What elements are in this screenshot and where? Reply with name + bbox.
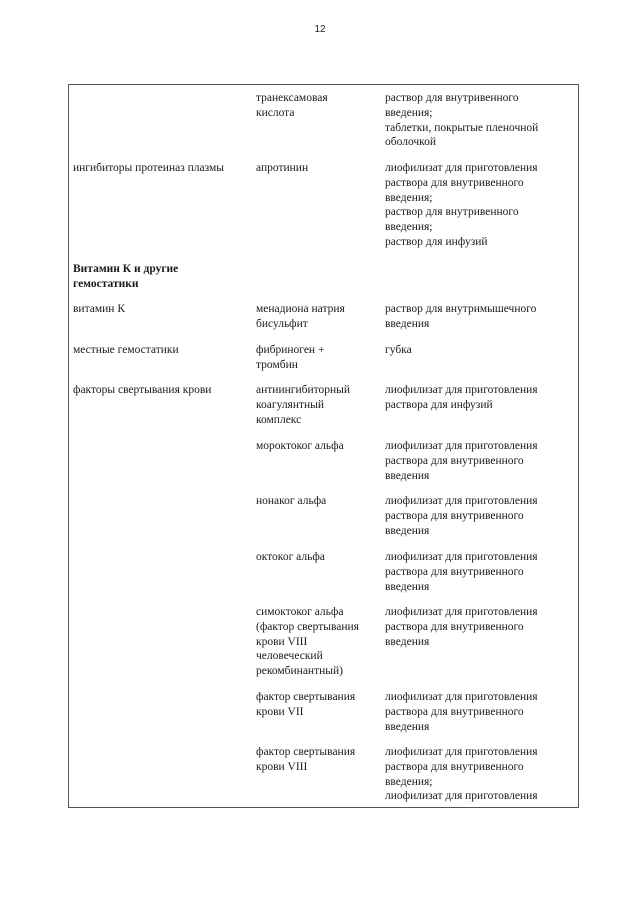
group-line: местные гемостатики (73, 344, 179, 356)
form-line: введения (385, 524, 430, 537)
heading-line: гемостатики (73, 277, 139, 290)
form-cell (385, 383, 575, 413)
form-cell (385, 91, 575, 150)
substance-cell (256, 690, 381, 720)
substance-cell (256, 383, 381, 427)
group-cell (73, 343, 253, 358)
form-line: лиофилизат для приготовления (385, 790, 538, 803)
substance-line: антиингибиторный (256, 384, 351, 396)
form-line: раствора для внутривенного (385, 509, 524, 522)
form-line: лиофилизат для приготовления (385, 384, 538, 396)
group-cell (73, 302, 253, 317)
substance-line: крови VIII (256, 635, 308, 648)
substance-line: симоктоког альфа (256, 606, 344, 618)
form-line: лиофилизат для приготовления (385, 440, 538, 452)
form-line: введения; (385, 221, 433, 234)
substance-line: кислота (256, 106, 295, 119)
group-cell (73, 383, 253, 398)
substance-line: человеческий (256, 650, 323, 663)
form-line: лиофилизат для приготовления (385, 162, 538, 174)
form-line: раствора для внутривенного (385, 620, 524, 633)
substance-line: рекомбинантный) (256, 665, 343, 678)
group-line: факторы свертывания крови (73, 384, 212, 396)
substance-line: комплекс (256, 413, 302, 426)
form-line: раствор для внутривенного (385, 206, 519, 219)
form-line: лиофилизат для приготовления (385, 495, 538, 507)
form-line: лиофилизат для приготовления (385, 746, 538, 758)
form-cell (385, 605, 575, 649)
substance-line: транексамовая (256, 92, 328, 104)
heading-line: Витамин К и другие (73, 263, 179, 275)
form-line: раствора для внутривенного (385, 454, 524, 467)
substance-line: бисульфит (256, 317, 308, 330)
form-cell (385, 302, 575, 332)
form-line: введения (385, 720, 430, 733)
form-line: раствора для инфузий (385, 398, 493, 411)
group-line: витамин К (73, 303, 125, 315)
substance-line: тромбин (256, 358, 298, 371)
substance-line: октоког альфа (256, 551, 325, 563)
form-line: введения (385, 469, 430, 482)
form-cell (385, 343, 575, 358)
form-line: раствор для инфузий (385, 235, 488, 248)
form-cell (385, 494, 575, 538)
substance-cell (256, 745, 381, 775)
substance-line: фактор свертывания (256, 691, 356, 703)
substance-cell (256, 550, 381, 565)
form-line: введения (385, 580, 430, 593)
form-line: введения; (385, 191, 433, 204)
substance-line: нонаког альфа (256, 495, 327, 507)
form-line: раствора для внутривенного (385, 760, 524, 773)
form-cell (385, 745, 575, 804)
group-cell (73, 161, 253, 176)
form-line: оболочкой (385, 136, 437, 149)
form-cell (385, 690, 575, 734)
substance-cell (256, 302, 381, 332)
substance-line: крови VII (256, 705, 304, 718)
substance-line: коагулянтный (256, 398, 325, 411)
substance-line: менадиона натрия (256, 303, 345, 315)
substance-line: фибриноген + (256, 344, 325, 356)
substance-cell (256, 494, 381, 509)
form-cell (385, 161, 575, 250)
form-line: введения; (385, 775, 433, 788)
substance-line: фактор свертывания (256, 746, 356, 758)
form-line: раствора для внутривенного (385, 565, 524, 578)
group-line: ингибиторы протеиназ плазмы (73, 162, 225, 174)
form-line: лиофилизат для приготовления (385, 551, 538, 563)
form-line: губка (385, 344, 412, 356)
form-cell (385, 439, 575, 483)
substance-line: мороктоког альфа (256, 440, 344, 452)
section-heading (73, 262, 253, 292)
form-line: раствора для внутривенного (385, 705, 524, 718)
form-line: лиофилизат для приготовления (385, 691, 538, 703)
substance-line: (фактор свертывания (256, 620, 359, 633)
substance-cell (256, 605, 381, 679)
page-number: 12 (314, 24, 326, 35)
substance-line: крови VIII (256, 760, 308, 773)
substance-cell (256, 343, 381, 373)
form-line: таблетки, покрытые пленочной (385, 121, 539, 134)
substance-cell (256, 439, 381, 454)
drug-table (68, 84, 579, 808)
form-line: раствор для внутривенного (385, 92, 519, 104)
form-line: раствор для внутримышечного (385, 303, 537, 315)
form-line: введения; (385, 106, 433, 119)
form-cell (385, 550, 575, 594)
substance-line: апротинин (256, 162, 309, 174)
substance-cell (256, 91, 381, 121)
form-line: введения (385, 317, 430, 330)
form-line: лиофилизат для приготовления (385, 606, 538, 618)
form-line: раствора для внутривенного (385, 176, 524, 189)
form-line: введения (385, 635, 430, 648)
substance-cell (256, 161, 381, 176)
